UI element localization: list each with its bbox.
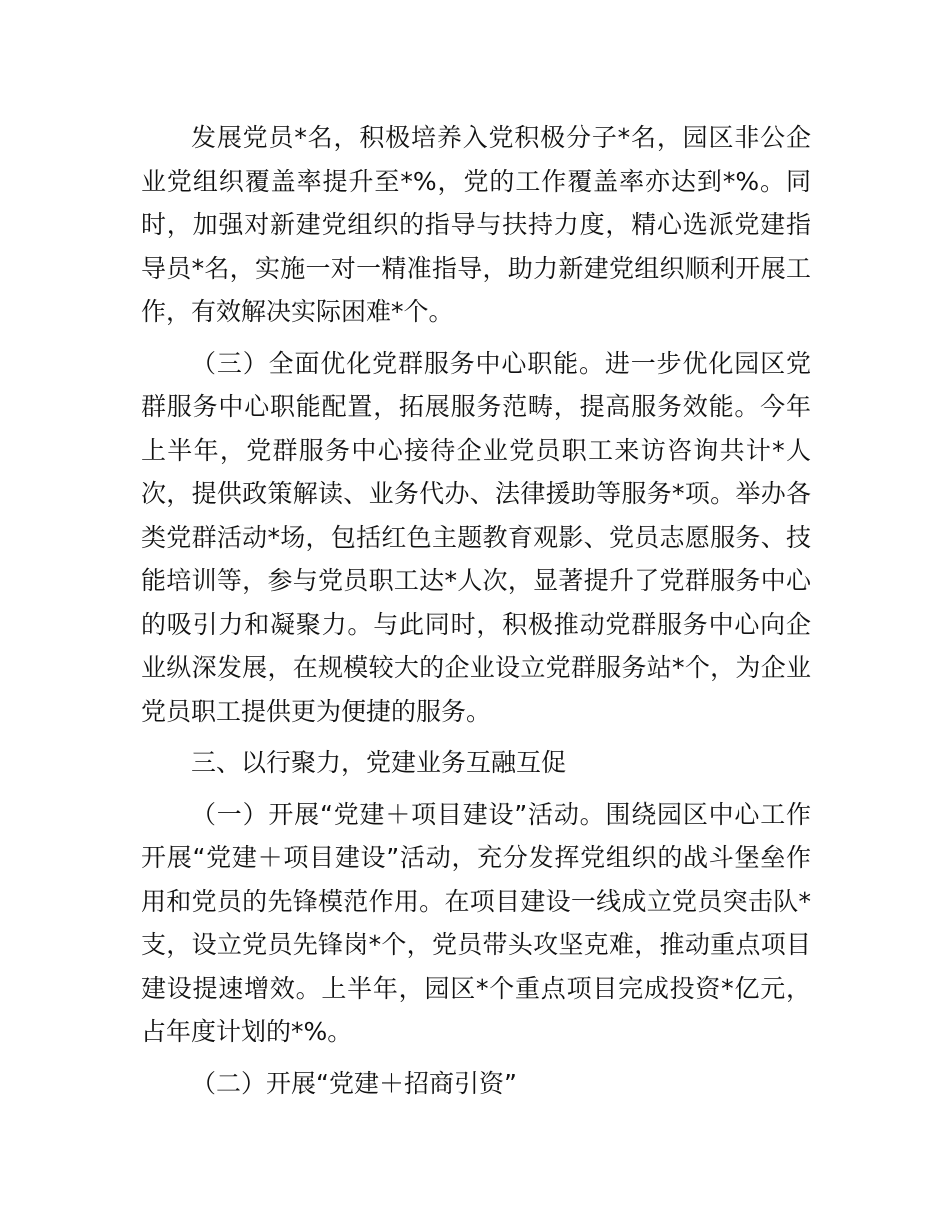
paragraph-project-construction: （一）开展“党建＋项目建设”活动。围绕园区中心工作开展“党建＋项目建设”活动，充分发挥党组织的战斗堡垒作用和党员的先锋模范作用。在项目建设一线成立党员突击队*支，设立党员先锋岗*个，党员带头攻坚克难，推动重点项目建设提速增效。上半年，园区*个重点项目完成投资*亿元，占年度计划的*%。: [141, 799, 811, 1046]
paragraph-service-center: （三）全面优化党群服务中心职能。进一步优化园区党群服务中心职能配置，拓展服务范畴，提高服务效能。今年上半年，党群服务中心接待企业党员职工来访咨询共计*人次，提供政策解读、业务代办、法律援助等服务*项。举办各类党群活动*场，包括红色主题教育观影、党员志愿服务、技能培训等，参与党员职工达*人次，显著提升了党群服务中心的吸引力和凝聚力。与此同时，积极推动党群服务中心向企业纵深发展，在规模较大的企业设立党群服务站*个，为企业党员职工提供更为便捷的服务。: [141, 348, 811, 726]
section-heading-three: 三、以行聚力，党建业务互融互促: [191, 748, 567, 777]
paragraph-party-member-development: 发展党员*名，积极培养入党积极分子*名，园区非公企业党组织覆盖率提升至*%，党的工作覆盖率亦达到*%。同时，加强对新建党组织的指导与扶持力度，精心选派党建指导员*名，实施一对一精准指导，助力新建党组织顺利开展工作，有效解决实际困难*个。: [141, 123, 811, 326]
document-body: [141, 116, 811, 1105]
paragraph-investment-attraction: （二）开展“党建＋招商引资”: [191, 1068, 517, 1098]
